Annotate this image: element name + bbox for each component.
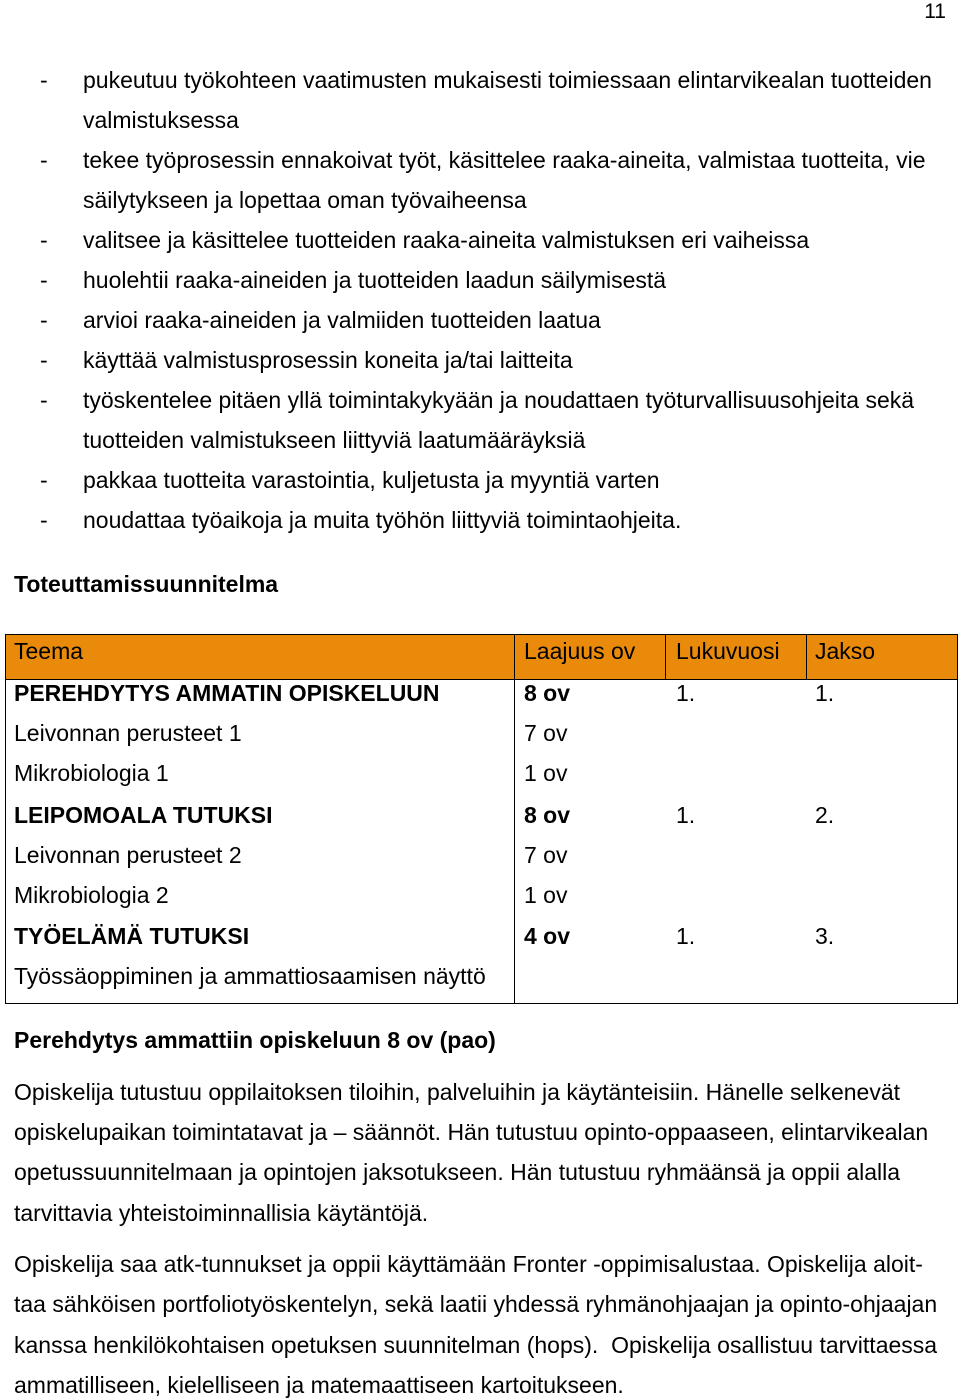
theme-title: PEREHDYTYS AMMATIN OPISKELUUN: [14, 680, 440, 706]
list-bullet: -: [40, 227, 48, 253]
course-name: Mikrobiologia 2: [14, 882, 169, 908]
course-name: Mikrobiologia 1: [14, 760, 169, 786]
course-name: Työssäoppiminen ja ammattiosaamisen näyttö: [14, 963, 486, 989]
column-divider: [514, 680, 515, 1003]
period: 1.: [815, 680, 835, 706]
column-header-laajuus: Laajuus ov: [514, 635, 665, 679]
course-credits: 7 ov: [524, 842, 568, 868]
paragraph-line: Opiskelija tutustuu oppilaitoksen tiloihin, palveluihin ja käytänteisiin. Hänelle selkenevät: [14, 1079, 901, 1105]
course-name: Leivonnan perusteet 2: [14, 842, 242, 868]
study-year: 1.: [676, 802, 696, 828]
list-bullet: -: [40, 467, 48, 493]
study-year: 1.: [676, 680, 696, 706]
paragraph-line: taa sähköisen portfoliotyöskentelyn, sekä laatii yhdessä ryhmänohjaajan ja opinto-ohjaajan: [14, 1291, 938, 1317]
page-number: 11: [924, 0, 946, 23]
list-item-text: pakkaa tuotteita varastointia, kuljetusta ja myyntiä varten: [83, 467, 660, 493]
paragraph-line: tarvittavia yhteistoiminnallisia käytäntöjä.: [14, 1200, 429, 1226]
theme-credits: 8 ov: [524, 680, 571, 706]
paragraph-line: Opiskelija saa atk-tunnukset ja oppii käyttämään Fronter -oppimisalustaa. Opiskelija aloit-: [14, 1251, 923, 1277]
list-item-text: käyttää valmistusprosessin koneita ja/tai laitteita: [83, 347, 573, 373]
paragraph-line: kanssa henkilökohtaisen opetuksen suunnitelman (hops). Opiskelija osallistuu tarvittaessa: [14, 1332, 938, 1358]
study-year: 1.: [676, 923, 696, 949]
plan-table: [5, 634, 958, 1004]
paragraph-line: opetussuunnitelmaan ja opintojen jaksotukseen. Hän tutustuu ryhmäänsä ja oppii alalla: [14, 1159, 901, 1185]
list-item-text: huolehtii raaka-aineiden ja tuotteiden laadun säilymisestä: [83, 267, 667, 293]
table-header-row: [6, 635, 957, 680]
list-item-text: säilytykseen ja lopettaa oman työvaiheensa: [83, 187, 527, 213]
list-item-text: tekee työprosessin ennakoivat työt, käsittelee raaka-aineita, valmistaa tuotteita, vie: [83, 147, 926, 173]
period: 2.: [815, 802, 835, 828]
list-item-text: valmistuksessa: [83, 107, 239, 133]
list-item-text: työskentelee pitäen yllä toimintakykyään ja noudattaen työturvallisuusohjeita sekä: [83, 387, 915, 413]
list-bullet: -: [40, 387, 48, 413]
list-item-text: arvioi raaka-aineiden ja valmiiden tuotteiden laatua: [83, 307, 601, 333]
list-item-text: noudattaa työaikoja ja muita työhön liittyviä toimintaohjeita.: [83, 507, 682, 533]
paragraph-line: opiskelupaikan toimintatavat ja – säännöt. Hän tutustuu opinto-oppaaseen, elintarvikealan: [14, 1119, 929, 1145]
list-bullet: -: [40, 67, 48, 93]
list-item-text: tuotteiden valmistukseen liittyviä laatumääräyksiä: [83, 427, 586, 453]
list-bullet: -: [40, 347, 48, 373]
column-header-lukuvuosi: Lukuvuosi: [665, 635, 806, 679]
section-heading: Toteuttamissuunnitelma: [14, 571, 279, 597]
period: 3.: [815, 923, 835, 949]
list-bullet: -: [40, 147, 48, 173]
list-bullet: -: [40, 507, 48, 533]
list-bullet: -: [40, 307, 48, 333]
column-header-teema: Teema: [14, 638, 84, 664]
list-item-text: pukeutuu työkohteen vaatimusten mukaisesti toimiessaan elintarvikealan tuotteiden: [83, 67, 932, 93]
course-credits: 7 ov: [524, 720, 568, 746]
module-heading: Perehdytys ammattiin opiskeluun 8 ov (pao): [14, 1027, 496, 1053]
course-credits: 1 ov: [524, 882, 568, 908]
list-bullet: -: [40, 267, 48, 293]
course-name: Leivonnan perusteet 1: [14, 720, 242, 746]
theme-title: LEIPOMOALA TUTUKSI: [14, 802, 273, 828]
column-header-jakso: Jakso: [806, 635, 957, 679]
list-item-text: valitsee ja käsittelee tuotteiden raaka-aineita valmistuksen eri vaiheissa: [83, 227, 810, 253]
course-credits: 1 ov: [524, 760, 568, 786]
theme-credits: 4 ov: [524, 923, 571, 949]
paragraph-line: ammatilliseen, kielelliseen ja matemaattiseen kartoitukseen.: [14, 1372, 624, 1398]
theme-title: TYÖELÄMÄ TUTUKSI: [14, 923, 250, 949]
theme-credits: 8 ov: [524, 802, 571, 828]
